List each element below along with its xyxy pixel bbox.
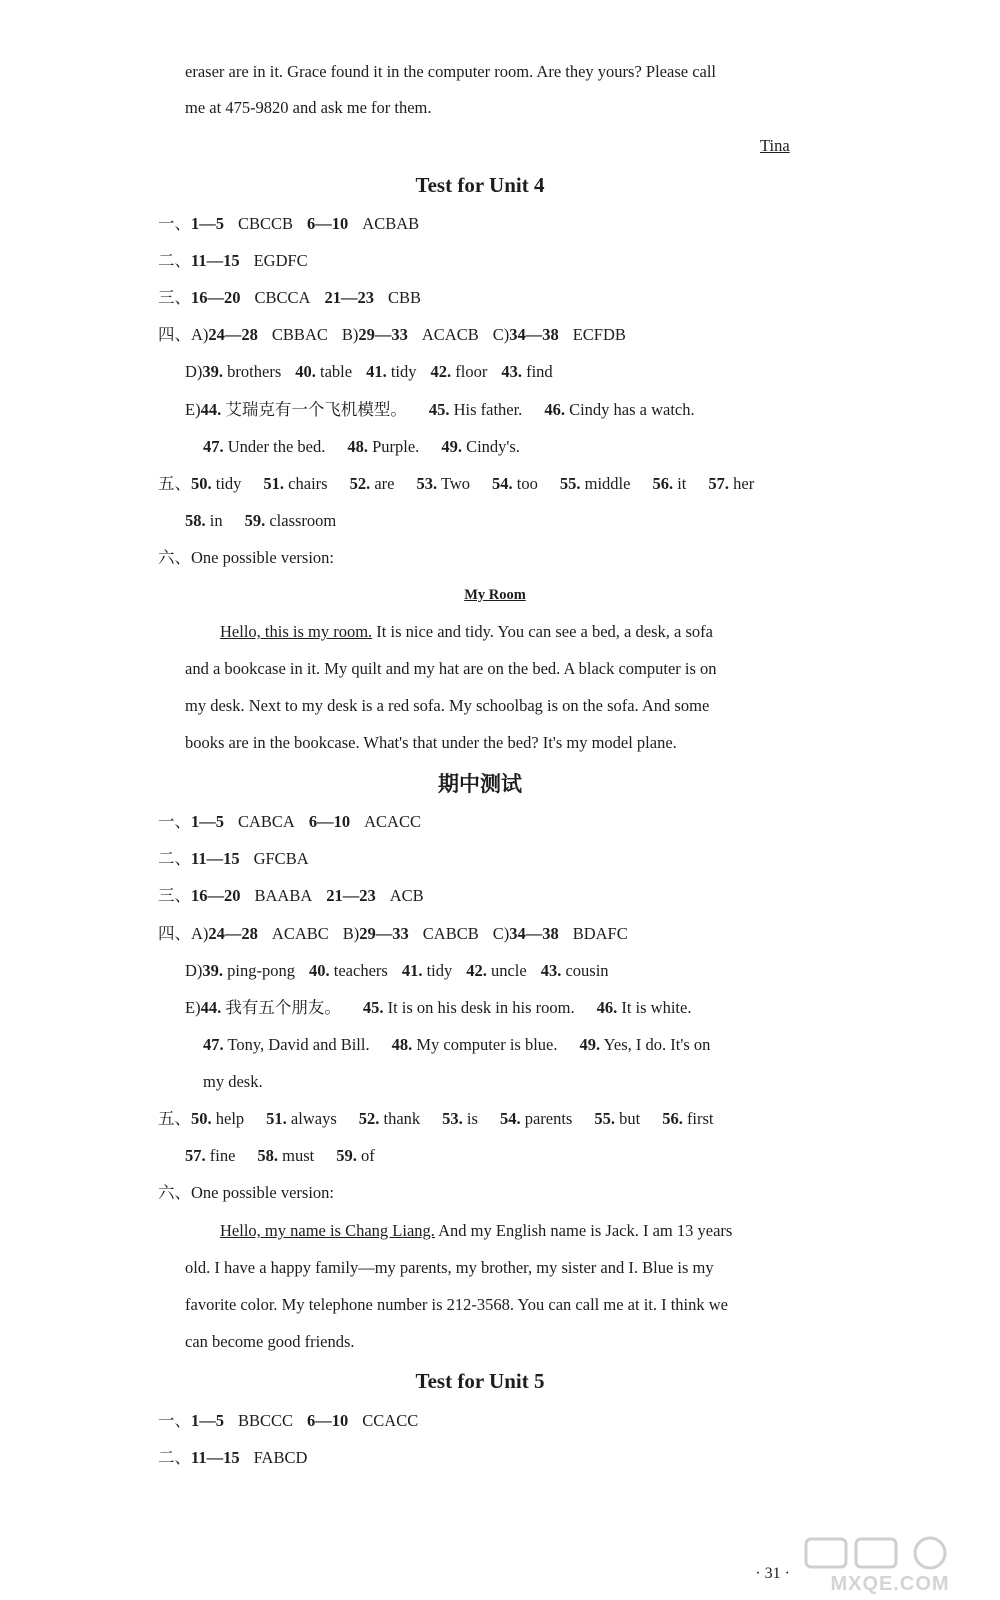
midterm-part-e: E)44. 我有五个朋友。 45. It is on his desk in his room. 46. It is white. (185, 998, 692, 1017)
unit4-part-e: E)44. 艾瑞克有一个飞机模型。 45. His father. 46. Cindy has a watch. (185, 400, 695, 419)
unit4-essay-line-4: books are in the bookcase. What's that under the bed? It's my model plane. (185, 733, 677, 752)
midterm-title: 期中测试 (438, 772, 522, 796)
signature: Tina (760, 136, 790, 155)
unit4-essay-line-3: my desk. Next to my desk is a red sofa. My schoolbag is on the sofa. And some (185, 696, 710, 715)
unit4-essay-line-2: and a bookcase in it. My quilt and my hat are on the bed. A black computer is on (185, 659, 717, 678)
unit5-section-1: 一、1—5 BBCCC 6—10 CCACC (158, 1411, 419, 1430)
midterm-part-e-cont-2: my desk. (203, 1072, 263, 1091)
midterm-section-5-cont: 57. fine 58. must 59. of (185, 1146, 375, 1165)
midterm-section-4: 四、A)24—28 ACABC B)29—33 CABCB C)34—38 BDAFC (158, 924, 628, 943)
midterm-essay-line-3: favorite color. My telephone number is 212-3568. You can call me at it. I think we (185, 1295, 729, 1314)
watermark-logo (800, 1535, 980, 1595)
unit4-part-d: D)39. brothers 40. table 41. tidy 42. floor 43. find (185, 362, 553, 381)
midterm-essay-line-1: Hello, my name is Chang Liang. And my English name is Jack. I am 13 years (220, 1221, 733, 1240)
unit4-section-6: 六、One possible version: (158, 548, 334, 567)
unit4-section-5-cont: 58. in 59. classroom (185, 511, 337, 530)
midterm-section-2: 二、11—15 GFCBA (158, 849, 309, 868)
midterm-section-6: 六、One possible version: (158, 1183, 334, 1202)
midterm-part-e-cont: 47. Tony, David and Bill. 48. My computer is blue. 49. Yes, I do. It's on (203, 1035, 711, 1054)
svg-text:MXQE.COM: MXQE.COM (830, 1573, 950, 1595)
unit4-section-3: 三、16—20 CBCCA 21—23 CBB (158, 288, 421, 307)
page-number: · 31 · (755, 1565, 790, 1582)
unit4-section-5: 五、50. tidy 51. chairs 52. are 53. Two 54. too 55. middle 56. it 57. her (158, 474, 755, 493)
unit4-part-e-cont: 47. Under the bed. 48. Purple. 49. Cindy's. (203, 437, 520, 456)
midterm-section-1: 一、1—5 CABCA 6—10 ACACC (158, 812, 421, 831)
unit4-section-2: 二、11—15 EGDFC (158, 251, 308, 270)
unit5-title: Test for Unit 5 (415, 1369, 545, 1393)
midterm-essay-line-2: old. I have a happy family—my parents, my brother, my sister and I. Blue is my (185, 1258, 714, 1277)
midterm-essay-line-4: can become good friends. (185, 1332, 355, 1351)
unit4-section-1: 一、1—5 CBCCB 6—10 ACBAB (158, 214, 420, 233)
midterm-section-3: 三、16—20 BAABA 21—23 ACB (158, 886, 424, 905)
unit4-title: Test for Unit 4 (415, 173, 545, 197)
intro-line-1: eraser are in it. Grace found it in the computer room. Are they yours? Please call (185, 62, 717, 81)
unit5-section-2: 二、11—15 FABCD (158, 1448, 308, 1467)
midterm-section-5: 五、50. help 51. always 52. thank 53. is 54. parents 55. but 56. first (158, 1109, 714, 1128)
intro-line-2: me at 475-9820 and ask me for them. (185, 98, 432, 117)
unit4-essay-line-1: Hello, this is my room. It is nice and tidy. You can see a bed, a desk, a sofa (220, 622, 713, 641)
midterm-part-d: D)39. ping-pong 40. teachers 41. tidy 42. uncle 43. cousin (185, 961, 609, 980)
essay-title: My Room (464, 587, 526, 603)
unit4-section-4: 四、A)24—28 CBBAC B)29—33 ACACB C)34—38 ECFDB (158, 325, 626, 344)
